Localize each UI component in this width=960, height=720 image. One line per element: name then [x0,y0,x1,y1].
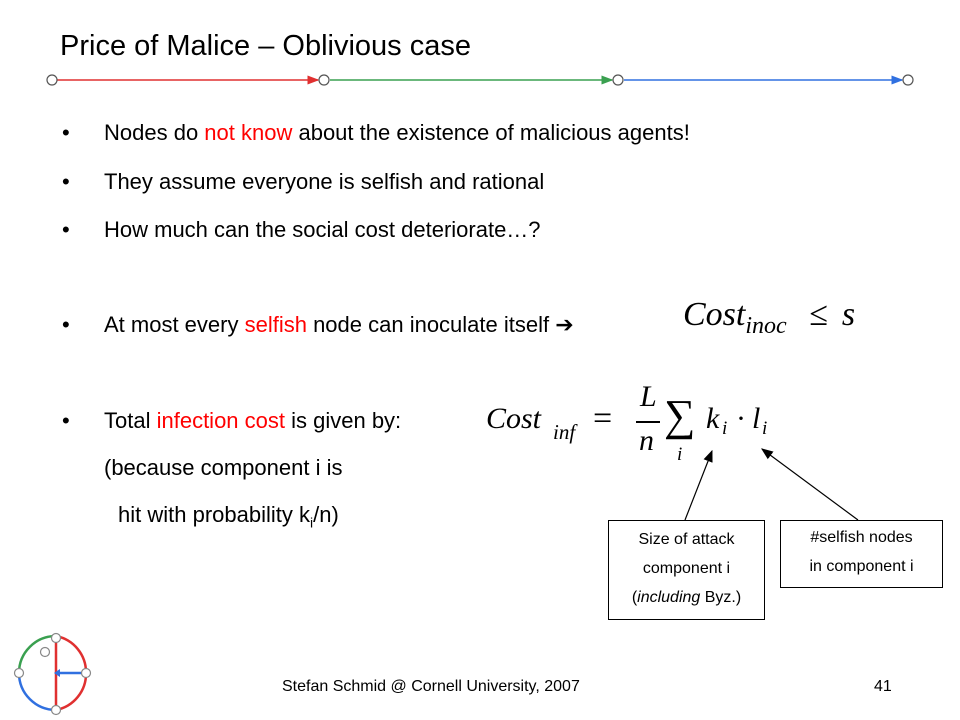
footer-author: Stefan Schmid @ Cornell University, 2007 [282,678,580,695]
arrow-to-k [685,451,712,520]
slide-title: Price of Malice – Oblivious case [60,30,471,62]
explanation-line-2: hit with probability $k_i/n$) [118,502,339,531]
bullet-not-know: • Nodes do not know about the existence of malicious agents! [62,120,690,145]
bullet-marker: • [62,408,70,433]
page-number: 41 [874,678,892,695]
explanation-line-1: (because component i is [104,455,343,480]
bullet-marker: • [62,120,70,145]
arrow-icon: ➔ [555,312,574,337]
university-logo [8,630,98,720]
bullet-marker: • [62,312,70,337]
highlight-text: infection cost [156,408,285,433]
bullet-social-cost: • How much can the social cost deteriorate…? [62,217,541,242]
bullet-marker: • [62,169,70,194]
bullet-infection-cost: • Total infection cost is given by: [62,408,402,433]
bullet-assume-selfish: • They assume everyone is selfish and rational [62,169,545,194]
formula-inoc: Cost$_{inoc}$ ≤ s [683,296,856,339]
annotation-attack-size: Size of attack component i (including Byz.) [608,520,765,620]
bullet-marker: • [62,217,70,242]
highlight-text: not know [204,120,293,145]
highlight-text: selfish [244,312,307,337]
formula-inf: Cost inf = L n ∑ i k i · l i [486,380,768,465]
arrow-to-l [762,449,858,520]
bullet-inoculate: • At most every selfish node can inoculate itself ➔ [62,312,574,337]
annotation-selfish-nodes: #selfish nodes in component i [780,520,943,588]
